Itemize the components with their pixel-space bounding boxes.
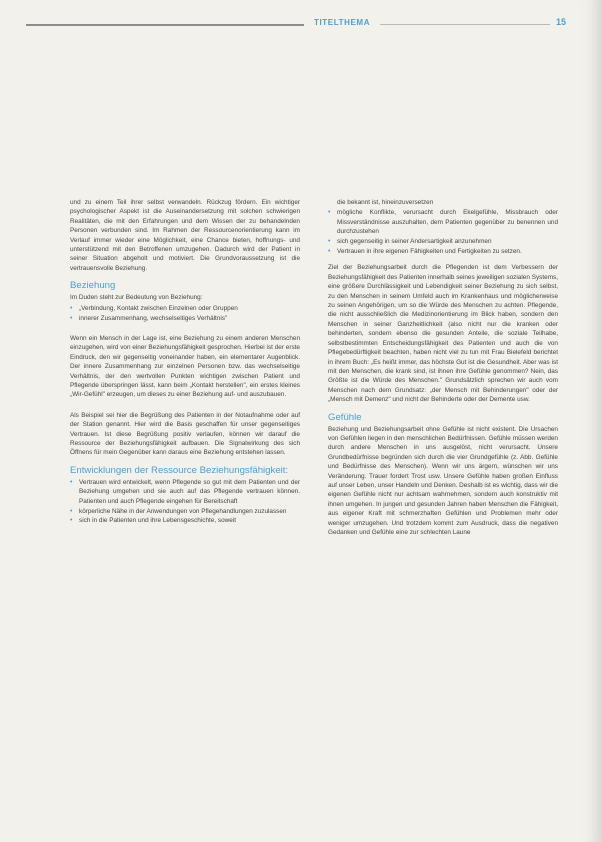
paragraph-mensch: Wenn ein Mensch in der Lage ist, eine Beziehung zu einem anderen Menschen einzugehen, wird von einer Beziehungsfähigkeit gesprochen. Hierbei ist der erste Eindruck, den wir gegenseitig voneinander haben, ein elementarer Augenblick. Der innere Zusammenhang zur einzelnen Personen bzw. das wechselseitige Verhältnis, der den wertvollen Punkten wichtigen zwischen Patient und Pflegende überspringen lässt, kann beim „Kontakt herstellen", ein erstes kleines „Wir-Gefühl" erzeugen, um dieses zu einer Beziehung auf- und auszubauen.: [70, 334, 300, 399]
list-item: • Vertrauen wird entwickelt, wenn Pflegende so gut mit dem Patienten und der Beziehung umgehen und sie auch auf das Pflegende vertrauen können. Patienten und auch Pflegende eingehen für Bereitschaft: [70, 478, 300, 506]
heading-entwicklungen: Entwicklungen der Ressource Beziehungsfähigkeit:: [70, 464, 289, 476]
beziehung-continued-list: [328, 208, 558, 256]
intro-paragraph: und zu einem Teil ihrer selbst verwandeln. Rückzug fördern. Ein wichtiger psychologischer Aspekt ist die Auseinandersetzung mit solchen schwierigen Realitäten, die mit den Erfahrungen und dem Wissen der zu behandelnden Personen verbunden sind. Im Rahmen der Ressourcenorientierung kann im Verlauf immer wieder eine Möglichkeit, eine Chance bieten, hoffnungs- und unterstützend mit den Betroffenen umzugehen. Dadurch wird der Patient in seiner Situation abgeholt und motiviert. Die Grundvoraussetzung ist die vertrauensvolle Beziehung.: [70, 199, 300, 272]
list-item: • sich gegenseitig in seiner Andersartigkeit anzunehmen: [328, 237, 558, 246]
left-column: [70, 198, 300, 533]
beziehung-list: [70, 304, 300, 323]
section-title: TITELTHEMA: [314, 18, 371, 27]
list-item: • Vertrauen in ihre eigenen Fähigkeiten und Fertigkeiten zu setzen.: [328, 247, 558, 256]
list-item: • innerer Zusammenhang, wechselseitiges Verhältnis": [70, 314, 300, 323]
list-item: • mögliche Konflikte, verursacht durch Ekelgefühle, Missbrauch oder Missverständnisse auszuhalten, dem Patienten gegenüber zu benennen und durchzustehen: [328, 208, 558, 236]
paragraph-gefuehle: Beziehung und Beziehungsarbeit ohne Gefühle ist nicht existent. Die Ursachen von Gefühlen liegen in den menschlichen Bedürfnissen. Gefühle müssen werden durch andere Menschen in uns ausgelöst, nicht verursacht. Unsere Grundbedürfnisse begründen sich durch die vier Grundgefühle (z. Abb. Gefühle und Bedürfnisse des Menschen). Wenn wir uns ärgern, wünschen wir uns Veränderung. Trauer fordert Trost usw. Unsere Gefühle haben großen Einfluss auf unser Leben, unser Handeln und Denken. Deshalb ist es wichtig, dass wir die eigenen Gefühle nicht nur achtsam wahrnehmen, sondern auch konstruktiv mit ihnen umgehen. In jungen und gesunden Jahren haben Menschen die Fähigkeit, aus eigener Kraft mit schmerzhaften Gefühlen und Problemen mehr oder weniger umzugehen. Und trotzdem kommt zum Ausdruck, dass die negativen Gedanken und Gefühle eine zur schlechten Laune: [328, 425, 558, 536]
list-item: • sich in die Patienten und ihre Lebensgeschichte, soweit: [70, 516, 300, 525]
list-item: • körperliche Nähe in der Anwendungen von Pflegehandlungen zuzulassen: [70, 507, 300, 516]
list-item: • „Verbindung, Kontakt zwischen Einzelnen oder Gruppen: [70, 304, 300, 313]
list-continuation: die bekannt ist, hineinzuversetzen: [337, 199, 434, 206]
entwicklungen-list: [70, 478, 300, 526]
heading-gefuehle: Gefühle: [328, 411, 362, 423]
heading-beziehung: Beziehung: [70, 280, 116, 292]
beziehung-intro: Im Duden steht zur Bedeutung von Beziehung:: [70, 294, 203, 302]
page-number: 15: [556, 17, 567, 27]
paragraph-ziel: Ziel der Beziehungsarbeit durch die Pflegenden ist dem Verbessern der Beziehungsfähigkeit des Patienten innerhalb seines jeweiligen sozialen Systems, eine größere Durchlässigkeit und Lebendigkeit seiner Beziehung zu sich selbst, zu den Menschen in seinem Umfeld auch im Krankenhaus und möglicherweise zu seinen Angehörigen, um so die Würde des Menschen zu achten. Pflegende, die nicht ausschließlich die Medizinorientierung im Blick haben, sondern den Menschen in seiner Ganzheitlichkeit (also nicht nur die kranken oder behinderten, sondern ebenso die gesunden Anteile, die soziale Teilhabe, selbstbestimmten Entscheidungsfähigkeit des Patienten und auch die von Pflegebedürftigkeit beachten, haben nicht viel zu tun mit Frau Bielefeld berichtet in ihrem Buch: „Es heißt immer, das höchste Gut ist die Gesundheit. Aber was ist mit den Menschen, die krank sind, ist ihnen ihre Gefühle genommen? Nein, das Größte ist die Würde des Menschen." Grundsätzlich sprechen wir auch vom Menschen nach dem Grundsatz: „der Mensch mit Behinderungen" oder der „Mensch mit Demenz" und nicht der Behinderte oder der Demente usw.: [328, 264, 558, 404]
header-rule-right: [380, 24, 550, 25]
header-rule: [26, 24, 304, 26]
paragraph-beispiel: Als Beispiel sei hier die Begrüßung des Patienten in der Notaufnahme oder auf der Station genannt. Hier wird die Basis geschaffen für unser gegenseitiges Vertrauen. Ist diese Begrüßung positiv verlaufen, können wir darauf die Ressource der Beziehungsfähigkeit aufbauen. Die Signalwirkung des sich Öffnens für mein Gegenüber kann daraus eine Beziehung entstehen lassen.: [70, 411, 300, 457]
right-column: [328, 198, 558, 544]
